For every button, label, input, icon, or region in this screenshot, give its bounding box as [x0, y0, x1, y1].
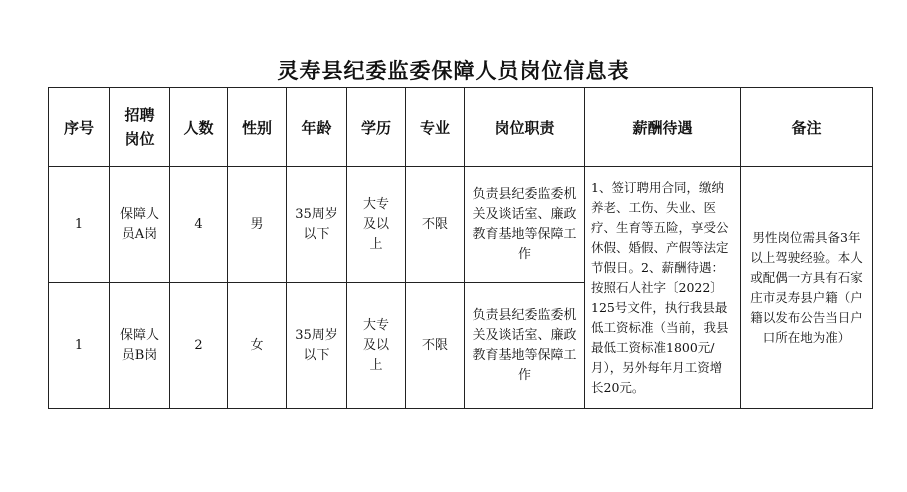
cell-education: 大专及以上 — [347, 283, 406, 409]
cell-post: 保障人员A岗 — [110, 167, 170, 283]
header-education: 学历 — [347, 88, 406, 167]
position-info-table — [48, 87, 873, 409]
header-post: 招聘岗位 — [110, 88, 170, 167]
table-header-row — [49, 88, 873, 167]
header-salary: 薪酬待遇 — [585, 88, 741, 167]
header-age: 年龄 — [287, 88, 347, 167]
header-duty: 岗位职责 — [465, 88, 585, 167]
cell-duty: 负责县纪委监委机关及谈话室、廉政教育基地等保障工作 — [465, 283, 585, 409]
cell-gender: 女 — [228, 283, 287, 409]
header-major: 专业 — [406, 88, 465, 167]
cell-post: 保障人员B岗 — [110, 283, 170, 409]
page-title: 灵寿县纪委监委保障人员岗位信息表 — [277, 59, 630, 83]
cell-age: 35周岁以下 — [287, 283, 347, 409]
header-notes: 备注 — [741, 88, 873, 167]
header-seq: 序号 — [49, 88, 110, 167]
cell-seq: 1 — [49, 167, 110, 283]
cell-major: 不限 — [406, 283, 465, 409]
cell-age: 35周岁以下 — [287, 167, 347, 283]
header-count: 人数 — [170, 88, 228, 167]
cell-major: 不限 — [406, 167, 465, 283]
cell-salary: 1、签订聘用合同，缴纳养老、工伤、失业、医疗、生育等五险，享受公休假、婚假、产假等法定节假日。2、薪酬待遇：按照石人社字〔2022〕125号文件，执行我县最低工资标准（当前，我县最低工资标准1800元/月），另外每年月工资增长20元。 — [585, 167, 741, 409]
cell-notes: 男性岗位需具备3年以上驾驶经验。本人或配偶一方具有石家庄市灵寿县户籍（户籍以发布公告当日户口所在地为准） — [741, 167, 873, 409]
header-gender: 性别 — [228, 88, 287, 167]
cell-count: 2 — [170, 283, 228, 409]
cell-education: 大专及以上 — [347, 167, 406, 283]
cell-duty: 负责县纪委监委机关及谈话室、廉政教育基地等保障工作 — [465, 167, 585, 283]
table-row — [49, 167, 873, 283]
cell-seq: 1 — [49, 283, 110, 409]
cell-count: 4 — [170, 167, 228, 283]
cell-gender: 男 — [228, 167, 287, 283]
